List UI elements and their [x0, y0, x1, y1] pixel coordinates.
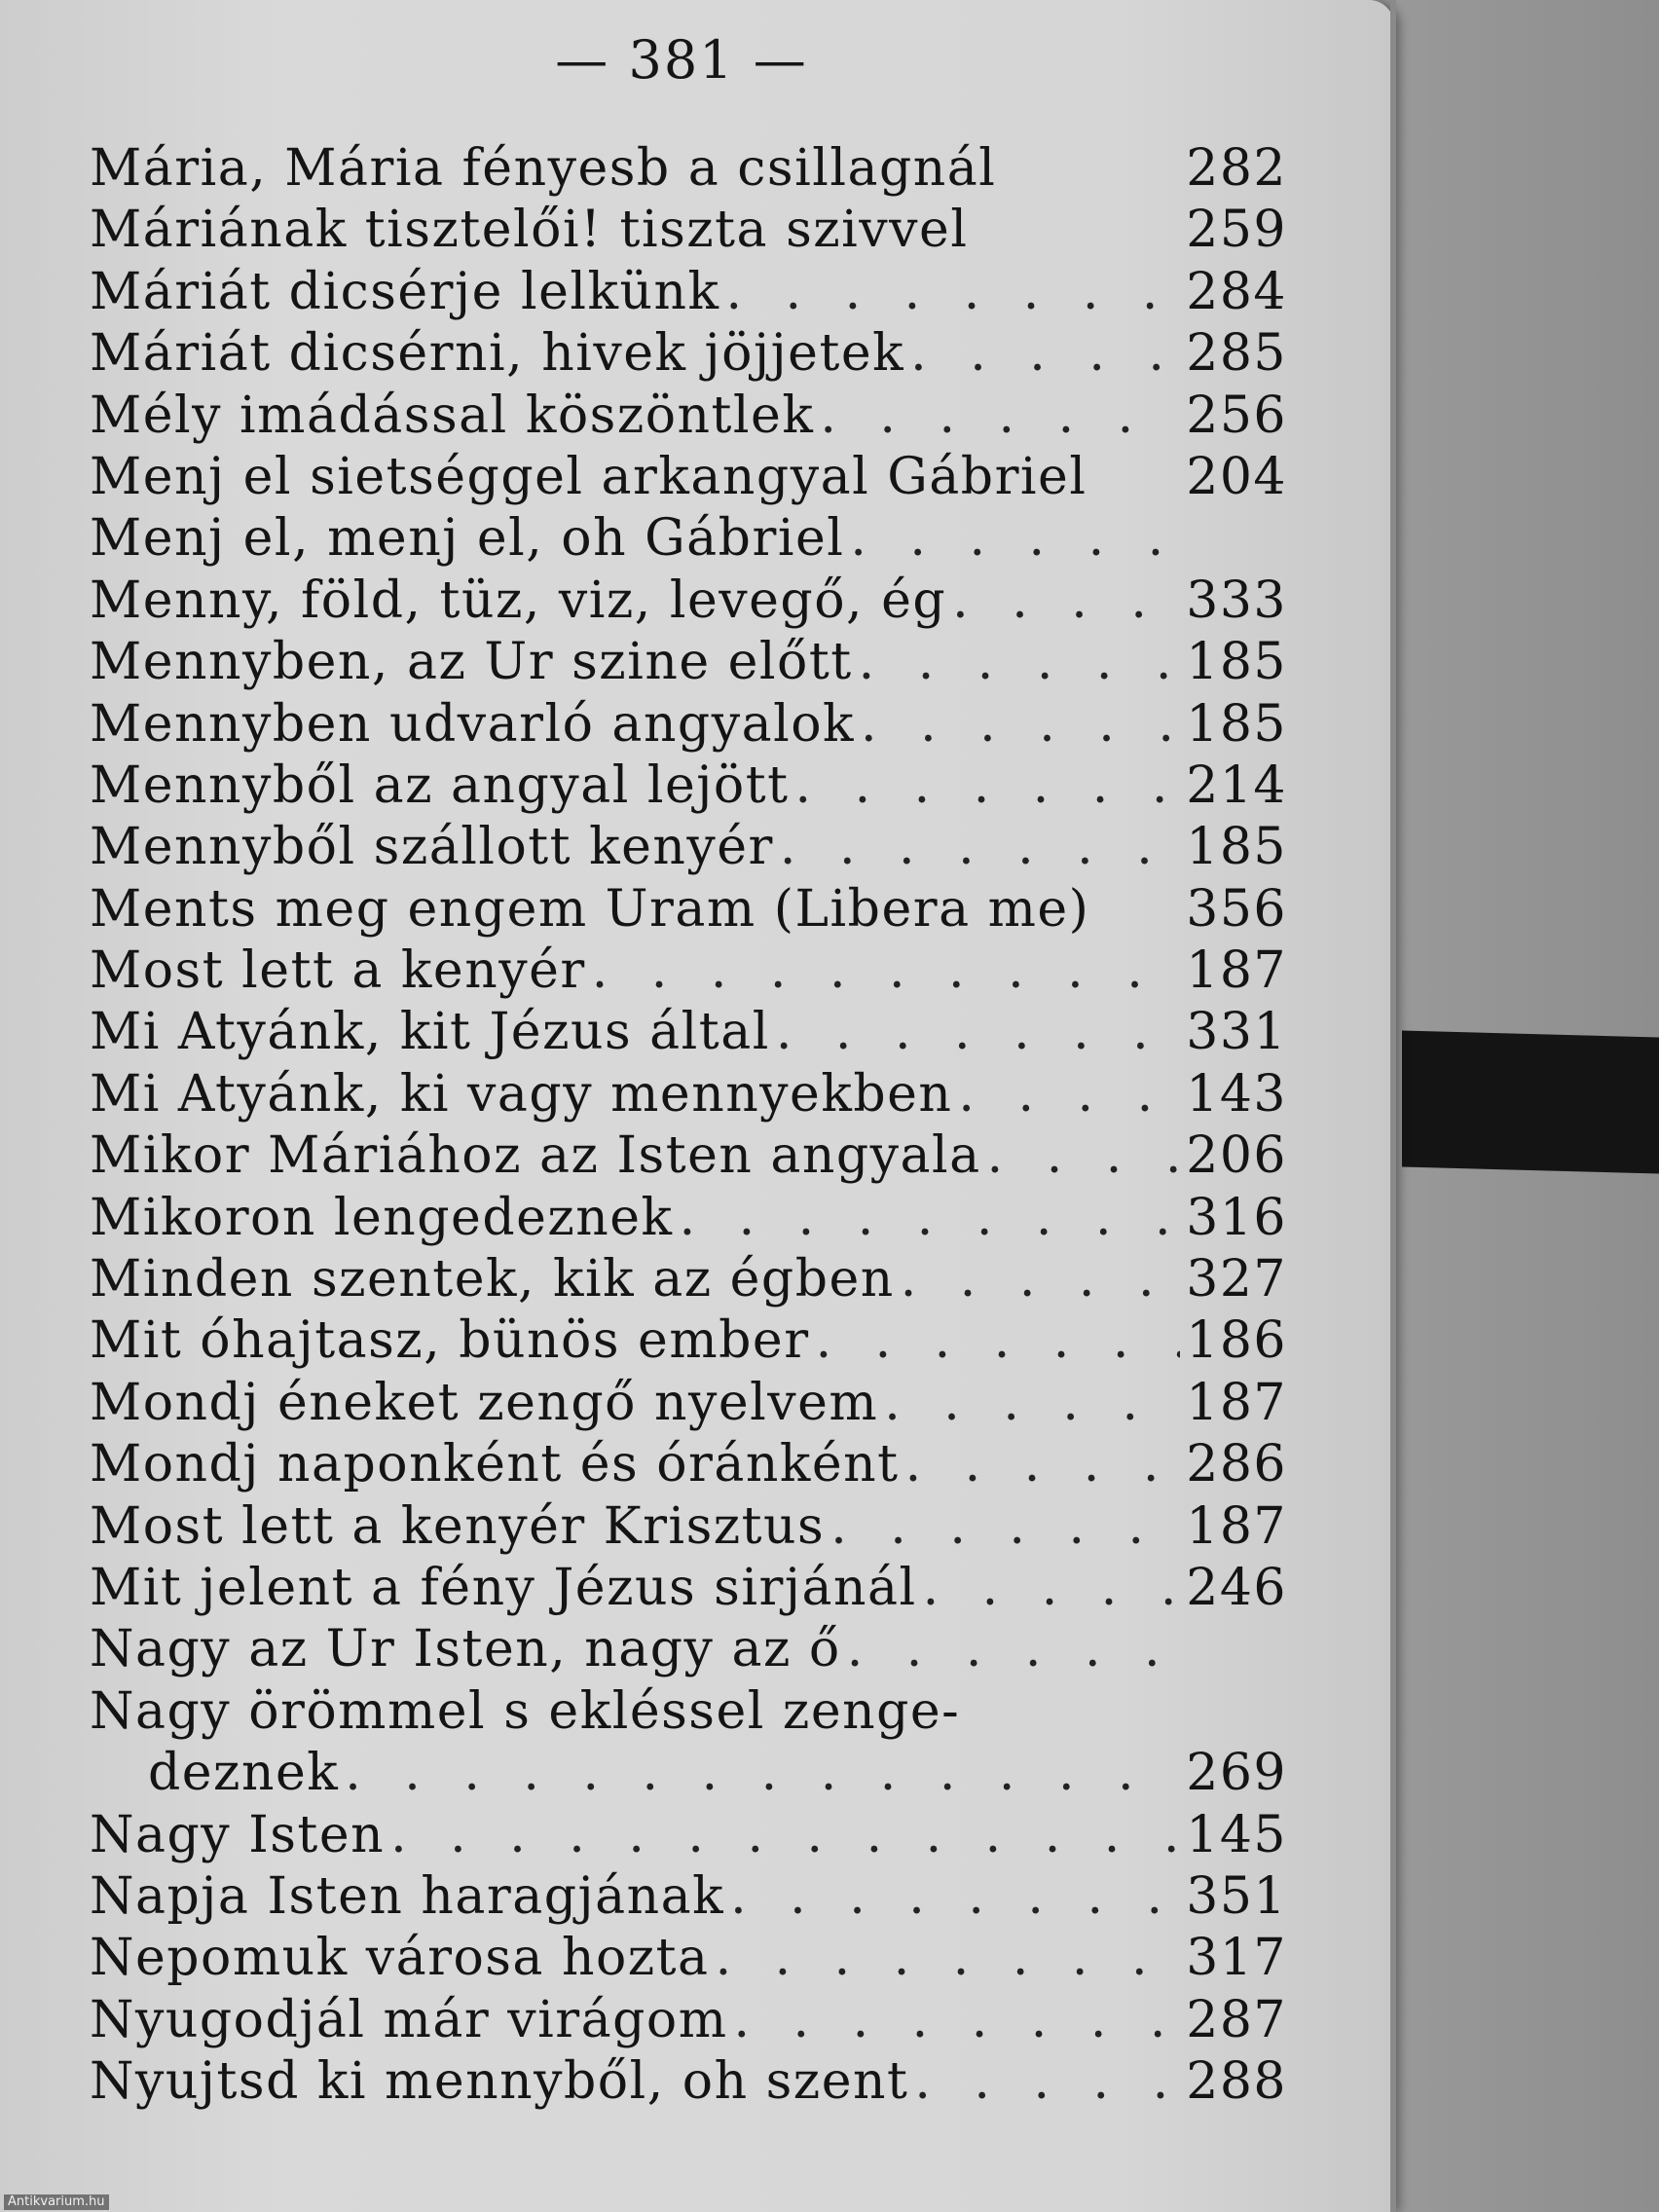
- entry-page-number: 186: [1186, 1311, 1287, 1371]
- entry-title: Mély imádással köszöntlek: [90, 386, 815, 445]
- entry-page-number: 316: [1186, 1188, 1287, 1247]
- leader-dots: [795, 756, 1180, 817]
- leader-dots: [923, 1558, 1180, 1619]
- entry-page-number: 187: [1186, 1373, 1287, 1432]
- entry-page-number: 331: [1186, 1003, 1287, 1062]
- index-entry: [90, 323, 1287, 385]
- entry-page-number: 269: [1186, 1744, 1287, 1803]
- entry-page-number: 282: [1186, 139, 1287, 198]
- index-entry: [90, 1681, 1287, 1743]
- entry-page-number: 246: [1186, 1558, 1287, 1617]
- entry-title: Mennyben, az Ur szine előtt: [90, 633, 853, 692]
- leader-dots: [716, 1928, 1180, 1989]
- entry-page-number: 286: [1186, 1435, 1287, 1494]
- entry-page-number: 351: [1186, 1866, 1287, 1926]
- entry-title: Nyujtsd ki mennyből, oh szent: [90, 2052, 909, 2112]
- entry-title: Mit óhajtasz, bünös ember: [90, 1311, 810, 1371]
- index-entry: [90, 1434, 1287, 1495]
- leader-dots: [776, 1002, 1180, 1063]
- index-entry: [90, 1064, 1287, 1125]
- entry-page-number: 206: [1186, 1126, 1287, 1186]
- entry-title: Máriát dicsérni, hivek jöjjetek: [90, 324, 905, 384]
- index-entry: [90, 1743, 1287, 1804]
- index-entry: [90, 508, 1287, 570]
- entry-page-number: 185: [1186, 818, 1287, 877]
- leader-dots: [830, 1496, 1180, 1558]
- leader-dots: [958, 1064, 1180, 1125]
- index-entry: [90, 1496, 1287, 1558]
- entry-page-number: 256: [1186, 386, 1287, 445]
- leader-dots: [901, 1249, 1180, 1310]
- leader-dots: [816, 1310, 1180, 1372]
- entry-page-number: 185: [1186, 633, 1287, 692]
- entry-title: Mennyben udvarló angyalok: [90, 694, 856, 754]
- leader-dots: [592, 940, 1180, 1002]
- entry-page-number: 356: [1186, 879, 1287, 939]
- index-entry: [90, 1373, 1287, 1434]
- leader-dots: [390, 1805, 1180, 1866]
- leader-dots: [914, 2051, 1180, 2113]
- entry-title: Nagy örömmel s ekléssel zenge-: [90, 1681, 961, 1741]
- leader-dots: [861, 694, 1180, 756]
- entry-title: Máriát dicsérje lelkünk: [90, 262, 720, 321]
- entry-title: Nagy az Ur Isten, nagy az ő: [90, 1620, 841, 1679]
- entry-page-number: 145: [1186, 1805, 1287, 1864]
- entry-title: Ments meg engem Uram (Libera me): [90, 879, 1090, 939]
- watermark: Antikvarium.hu: [4, 2194, 109, 2210]
- page-edge: [1390, 0, 1396, 2212]
- leader-dots: [780, 817, 1180, 878]
- entry-title: Menj el sietséggel arkangyal Gábriel: [90, 447, 1088, 506]
- entry-title: Nyugodjál már virágom: [90, 1990, 728, 2049]
- index-entry: [90, 2051, 1287, 2113]
- entry-page-number: 285: [1186, 324, 1287, 384]
- index-entry: [90, 879, 1287, 940]
- leader-dots: [734, 1990, 1181, 2051]
- entry-title: Menny, föld, tüz, viz, levegő, ég: [90, 571, 947, 630]
- index-entry: [90, 1310, 1287, 1372]
- index-entry: [90, 200, 1287, 261]
- index-entry: [90, 632, 1287, 693]
- entry-page-number: 187: [1186, 1496, 1287, 1556]
- index-entry: [90, 756, 1287, 817]
- entry-title: Mi Atyánk, kit Jézus által: [90, 1003, 770, 1062]
- entry-page-number: 284: [1186, 262, 1287, 321]
- entry-title: Máriának tisztelői! tiszta szivvel: [90, 201, 969, 260]
- index-entry: [90, 1188, 1287, 1249]
- leader-dots: [850, 508, 1180, 570]
- index-entry: [90, 817, 1287, 878]
- entry-page-number: 204: [1186, 447, 1287, 506]
- leader-dots: [905, 1434, 1180, 1495]
- entry-page-number: 185: [1186, 694, 1287, 754]
- entry-title: Minden szentek, kik az égben: [90, 1250, 895, 1309]
- index-entry: [90, 940, 1287, 1002]
- index-entry: [90, 1249, 1287, 1310]
- leader-dots: [725, 262, 1180, 323]
- entry-title: Most lett a kenyér: [90, 941, 586, 1001]
- entry-title: Nepomuk városa hozta: [90, 1929, 710, 1988]
- index-entry: [90, 1125, 1287, 1187]
- entry-title: Mennyből szállott kenyér: [90, 818, 774, 877]
- entry-page-number: 259: [1186, 201, 1287, 260]
- index-entry: [90, 694, 1287, 756]
- entry-title: Mennyből az angyal lejött: [90, 756, 790, 815]
- index-entry: [90, 262, 1287, 323]
- entry-title: Mikor Máriához az Isten angyala: [90, 1126, 981, 1186]
- entry-title: Mi Atyánk, ki vagy mennyekben: [90, 1064, 953, 1124]
- index-entry: [90, 1805, 1287, 1866]
- index-entry: [90, 1928, 1287, 1989]
- entry-title: Napja Isten haragjának: [90, 1866, 725, 1926]
- entry-page-number: 317: [1186, 1929, 1287, 1988]
- entry-title: Mondj éneket zengő nyelvem: [90, 1373, 879, 1432]
- index-entry: [90, 1866, 1287, 1928]
- entry-title: Nagy Isten: [90, 1805, 386, 1864]
- entry-title: Mikoron lengedeznek: [90, 1188, 674, 1247]
- entry-page-number: 333: [1186, 571, 1287, 630]
- index-entry: [90, 1990, 1287, 2051]
- entry-page-number: 288: [1186, 2052, 1287, 2112]
- index-entry: [90, 1619, 1287, 1680]
- entry-page-number: 287: [1186, 1990, 1287, 2049]
- entry-title: Mondj naponként és óránként: [90, 1435, 900, 1494]
- leader-dots: [952, 571, 1180, 632]
- song-index-list: [90, 138, 1287, 2114]
- entry-page-number: 327: [1186, 1250, 1287, 1309]
- entry-page-number: 187: [1186, 941, 1287, 1001]
- leader-dots: [859, 632, 1180, 693]
- entry-page-number: 143: [1186, 1064, 1287, 1124]
- entry-title: Most lett a kenyér Krisztus: [90, 1496, 826, 1556]
- index-entry: [90, 1558, 1287, 1619]
- index-entry: [90, 447, 1287, 508]
- leader-dots: [847, 1619, 1180, 1680]
- index-entry: [90, 386, 1287, 447]
- entry-page-number: 214: [1186, 756, 1287, 815]
- leader-dots: [345, 1743, 1180, 1804]
- leader-dots: [820, 386, 1180, 447]
- entry-title: Mária, Mária fényesb a csillagnál: [90, 139, 997, 198]
- black-strip: [1402, 1031, 1659, 1174]
- page-number: — 381 —: [555, 29, 808, 91]
- index-entry: [90, 1002, 1287, 1063]
- index-entry: [90, 571, 1287, 632]
- leader-dots: [884, 1373, 1180, 1434]
- leader-dots: [987, 1125, 1180, 1187]
- leader-dots: [730, 1866, 1180, 1928]
- leader-dots: [680, 1188, 1180, 1249]
- index-entry: [90, 138, 1287, 200]
- entry-title: Mit jelent a fény Jézus sirjánál: [90, 1558, 917, 1617]
- entry-title: Menj el, menj el, oh Gábriel: [90, 509, 845, 569]
- entry-title: deznek: [148, 1744, 340, 1803]
- leader-dots: [910, 323, 1180, 385]
